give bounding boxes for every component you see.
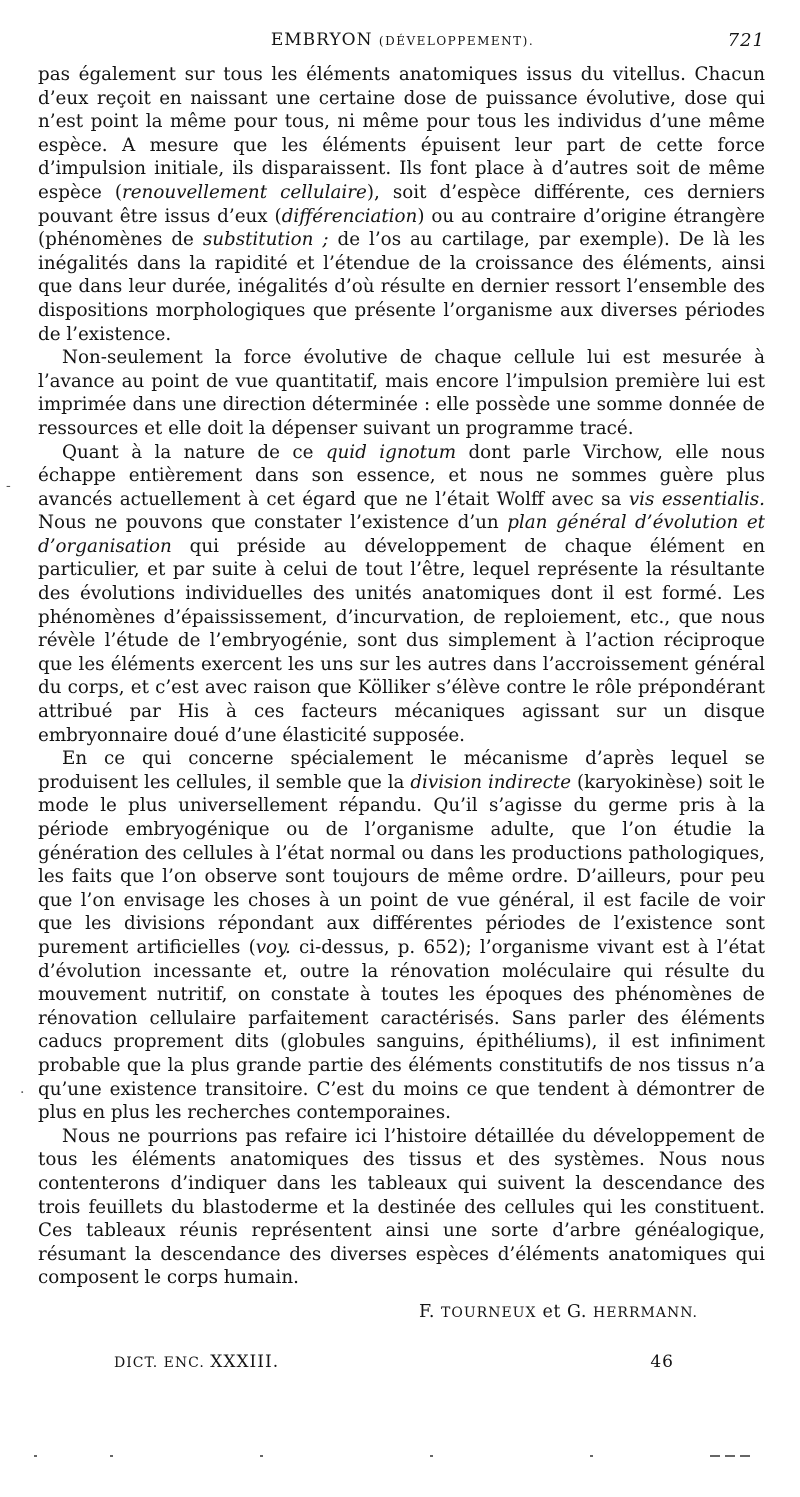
text-run: ), soit d’espèce différente, ces derniers pouvant être issus d’eux ( xyxy=(38,181,765,227)
text-run: Quant à la nature de ce xyxy=(62,441,326,463)
page-footer xyxy=(114,1352,684,1378)
author-name-2: HERRMANN. xyxy=(592,1305,698,1321)
italic-text: plan général d’évolution et d’organisation xyxy=(38,512,765,557)
running-head xyxy=(40,30,765,58)
paragraph xyxy=(38,747,765,1125)
footer-dictionary xyxy=(114,1352,279,1372)
author-initial-2: G. xyxy=(566,1302,587,1322)
footer-dict-label: DICT. ENC. xyxy=(114,1355,205,1371)
text-run: ) ou au contraire d’origine étrangère (phénomènes de xyxy=(38,205,766,251)
print-specks xyxy=(30,1455,770,1461)
running-title-sub: (DÉVELOPPEMENT). xyxy=(378,34,535,48)
text-run: de l’os au cartilage, par exemple). De là les inégalités dans la rapidité et l’étendue de la croissance des éléments, ainsi que dans leur durée, inégalités d’où résulte en dernier ressort l’ensemble des dispositions morphologiques que présente l’organisme aux diverses périodes de l’existence. xyxy=(38,229,766,345)
italic-text: voy. xyxy=(255,936,291,958)
paragraph xyxy=(38,63,765,346)
text-run: pas également sur tous les éléments anatomiques issus du vitellus. Chacun d’eux reçoit en naissant une certaine dose de puissance évolutive, dose qui n’est point la même pour tous, ni même pour tous les individus d’une même espèce. A mesure que les éléments épuisent leur part de cette force d’impulsion initiale, ils disparaissent. Ils font place à d’autres soit de même espèce ( xyxy=(38,64,765,203)
footer-sheet-number: 46 xyxy=(650,1352,674,1372)
text-run: ci-dessus, p. 652); l’organisme vivant est à l’état d’évolution incessante et, outre la rénovation moléculaire qui résulte du mouvement nutritif, on constate à toutes les époques des phénomènes de rénovation cellulaire parfaitement caractérisés. Sans parler des éléments caducs proprement dits (globules sanguins, épithéliums), il est infiniment probable que la plus grande partie des éléments constitutifs de nos tissus n’a qu’une existence transitoire. C’est du moins ce que tendent à démontrer de plus en plus les recherches contemporaines. xyxy=(38,936,765,1124)
text-run: (karyokinèse) soit le mode le plus universellement répandu. Qu’il s’agisse du germe pris à la période embryogénique ou de l’organisme adulte, que l’on étudie la génération des cellules à l’état normal ou dans les productions pathologiques, les faits que l’on observe sont toujours de même ordre. D’ailleurs, pour peu que l’on envisage les choses à un point de vue général, il est facile de voir que les divisions répondant aux différentes périodes de l’existence sont purement artificielles ( xyxy=(38,771,765,958)
author-name-1: TOURNEUX xyxy=(441,1305,537,1321)
body-text xyxy=(38,63,765,1290)
text-run: En ce qui concerne spécialement le mécanisme d’après lequel se produisent les cellules, il semble que la xyxy=(38,748,765,793)
italic-text: substitution ; xyxy=(202,229,329,251)
text-run: Nous ne pouvons que constater l’existence d’un xyxy=(38,512,508,534)
italic-text: renouvellement cellulaire xyxy=(122,181,367,203)
author-conjunction: et xyxy=(542,1302,561,1322)
paragraph xyxy=(38,1125,765,1290)
text-run: Nous ne pourrions pas refaire ici l’histoire détaillée du développement de tous les éléments anatomiques des tissus et des systèmes. Nous nous contenterons d’indiquer dans les tableaux qui suivent la descendance des trois feuillets du blastoderme et la destinée des cellules qui les constituent. Ces tableaux réunis représentent ainsi une sorte d’arbre généalogique, résumant la descendance des diverses espèces d’éléments anatomiques qui composent le corps humain. xyxy=(38,1125,765,1289)
running-title xyxy=(40,30,765,50)
footer-volume: XXXIII. xyxy=(210,1352,280,1372)
paragraph xyxy=(38,441,765,748)
author-signature xyxy=(0,1302,698,1322)
italic-text: vis essentialis. xyxy=(628,488,765,510)
italic-text: quid ignotum xyxy=(325,441,457,463)
italic-text: différenciation xyxy=(281,205,418,227)
page-number: 721 xyxy=(727,30,765,51)
text-run: dont parle Virchow, elle nous échappe entièrement dans son essence, et nous ne sommes guère plus avancés actuellement à cet égard que ne l’était Wolff avec sa xyxy=(38,441,765,510)
margin-mark: - xyxy=(6,478,11,494)
text-run: qui préside au développement de chaque élément en particulier, et par suite à celui de tout l’être, lequel représente la résultante des évolutions individuelles des unités anatomiques dont il est formé. Les phénomènes d’épaississement, d’incurvation, de reploiement, etc., que nous révèle l’étude de l’embryogénie, sont dus simplement à l’action réciproque que les éléments exercent les uns sur les autres dans l’accroissement général du corps, et c’est avec raison que Kölliker s’élève contre le rôle prépondérant attribué par His à ces facteurs mécaniques agissant sur un disque embryonnaire doué d’une élasticité supposée. xyxy=(38,535,765,746)
margin-mark: · xyxy=(20,1085,25,1101)
text-run: Non-seulement la force évolutive de chaque cellule lui est mesurée à l’avance au point de vue quantitatif, mais encore l’impulsion première lui est imprimée dans une direction déterminée : elle possède une somme donnée de ressources et elle doit la dépenser suivant un programme tracé. xyxy=(38,347,765,439)
italic-text: division indirecte xyxy=(410,771,572,793)
running-title-main: EMBRYON xyxy=(270,30,373,50)
author-initial-1: F. xyxy=(418,1302,435,1322)
paragraph xyxy=(38,346,765,440)
